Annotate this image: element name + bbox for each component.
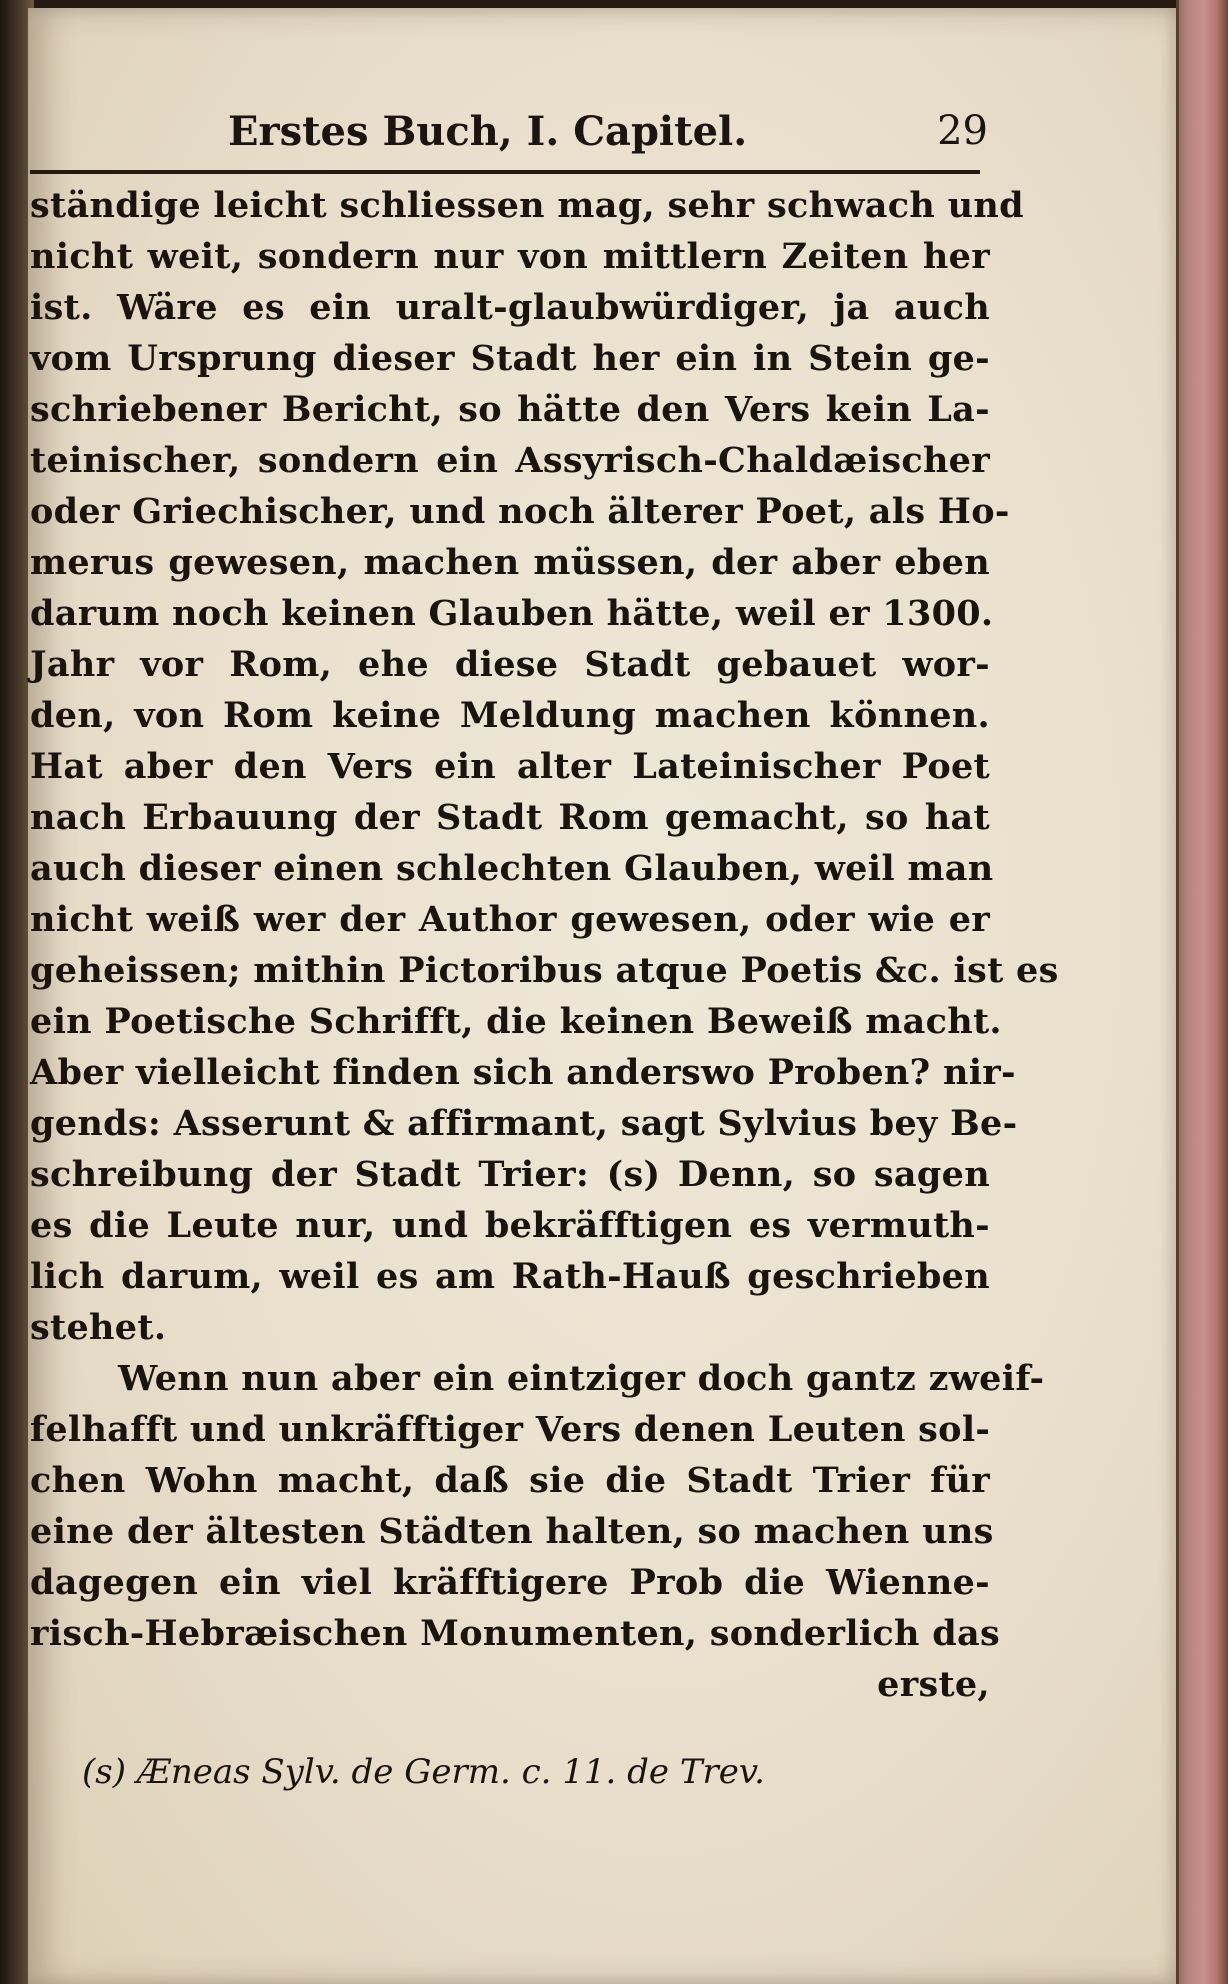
text-line: ist. Wäre es ein uralt-glaubwürdiger, ja auch — [30, 287, 990, 328]
text-line: nach Erbauung der Stadt Rom gemacht, so hat — [30, 797, 990, 838]
text-line: ständige leicht schliessen mag, sehr schwach und — [30, 185, 1024, 226]
text-line: Jahr vor Rom, ehe diese Stadt gebauet wor- — [30, 644, 990, 685]
text-line-paragraph-end: stehet. — [30, 1307, 167, 1348]
footnote: (s) Æneas Sylv. de Germ. c. 11. de Trev. — [82, 1752, 765, 1792]
text-line: auch dieser einen schlechten Glauben, weil man — [30, 848, 994, 889]
text-line-paragraph-start: Wenn nun aber ein eintziger doch gantz zweif- — [118, 1358, 1045, 1399]
page-edge-line — [1176, 0, 1179, 1984]
text-line: nicht weiß wer der Author gewesen, oder wie er — [30, 899, 990, 940]
text-line: darum noch keinen Glauben hätte, weil er 1300. — [30, 593, 994, 634]
text-line: felhafft und unkräfftiger Vers denen Leuten sol- — [30, 1409, 991, 1450]
text-line: chen Wohn macht, daß sie die Stadt Trier für — [30, 1460, 990, 1501]
text-line: oder Griechischer, und noch älterer Poet, als Ho- — [30, 491, 1010, 532]
text-line: schriebener Bericht, so hätte den Vers kein La- — [30, 389, 990, 430]
page-number: 29 — [937, 108, 988, 154]
text-line: Aber vielleicht finden sich anderswo Proben? nir- — [30, 1052, 1016, 1093]
text-line: ein Poetische Schrifft, die keinen Beweiß macht. — [30, 1001, 1002, 1042]
text-line: teinischer, sondern ein Assyrisch-Chaldæischer — [30, 440, 990, 481]
text-line: vom Ursprung dieser Stadt her ein in Stein ge- — [30, 338, 990, 379]
text-line: merus gewesen, machen müssen, der aber eben — [30, 542, 990, 583]
text-line: gends: Asserunt & affirmant, sagt Sylvius bey Be- — [30, 1103, 1018, 1144]
text-line: dagegen ein viel kräfftigere Prob die Wienne- — [30, 1562, 990, 1603]
text-line: Hat aber den Vers ein alter Lateinischer Poet — [30, 746, 990, 787]
page-header — [228, 108, 988, 164]
text-line: schreibung der Stadt Trier: (s) Denn, so sagen — [30, 1154, 990, 1195]
text-line: eine der ältesten Städten halten, so machen uns — [30, 1511, 994, 1552]
text-line: lich darum, weil es am Rath-Hauß geschrieben — [30, 1256, 990, 1297]
catchword: erste, — [877, 1664, 990, 1705]
text-line: den, von Rom keine Meldung machen können. — [30, 695, 990, 736]
body-text — [30, 180, 1059, 1710]
running-title: Erstes Buch, I. Capitel. — [228, 108, 748, 155]
book-edge-red-right — [1176, 0, 1228, 1984]
text-line: nicht weit, sondern nur von mittlern Zeiten her — [30, 236, 990, 277]
text-line: risch-Hebræischen Monumenten, sonderlich das — [30, 1613, 1001, 1654]
header-rule — [30, 170, 980, 174]
text-line: geheissen; mithin Pictoribus atque Poetis &c. ist es — [30, 950, 1059, 991]
text-line: es die Leute nur, und bekräfftigen es vermuth- — [30, 1205, 990, 1246]
